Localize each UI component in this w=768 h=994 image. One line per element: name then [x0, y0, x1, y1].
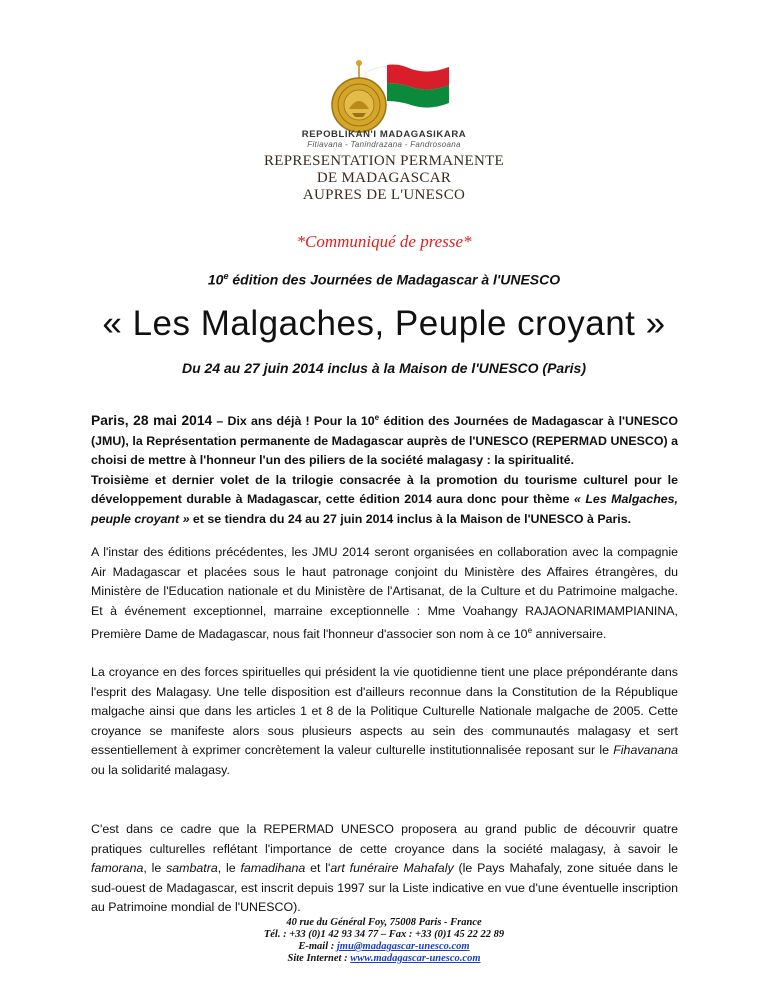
belief-text-1: La croyance en des forces spirituelles qui président la vie quotidienne tient une place prépondérante dans l'esprit des Malagasy. Une telle disposition est d'ailleurs reconnue dans la Constitution de la République malgache ainsi que dans les articles 1 et 8 de la Politique Culturelle Nationale malgache de 2005. Cette croyance se manifeste alors sous plusieurs aspects au sein des communautés malagasy et sert essentiellement à exprimer concrètement la valeur culturelle institutionnalisée reposant sur le — [91, 665, 678, 757]
footer-website — [0, 953, 768, 966]
footer-email — [0, 941, 768, 954]
practices-text-2: , le — [143, 861, 167, 875]
email-label: E-mail : — [298, 941, 337, 952]
footer-phone: Tél. : +33 (0)1 42 93 34 77 – Fax : +33 (0)1 45 22 22 89 — [263, 929, 505, 940]
event-dates: Du 24 au 27 juin 2014 inclus à la Maison de l'UNESCO (Paris) — [181, 360, 587, 376]
edition-number: 10 — [207, 271, 224, 288]
belief-text-2: ou la solidarité malagasy. — [91, 762, 230, 777]
dateline: Paris, 28 mai 2014 — [91, 413, 213, 429]
practices-text-1: C'est dans ce cadre que la REPERMAD UNESCO proposera au grand public de découvrir quatre pratiques culturelles reflétant l'importance de cette croyance dans la société malagasy, à savoir le — [91, 822, 678, 856]
practices-text-3: , le — [217, 861, 241, 875]
website-label: Site Internet : — [287, 953, 351, 964]
representation-line-2: DE MADAGASCAR — [316, 170, 452, 186]
intro-text-1: – Dix ans déjà ! Pour la 10 — [212, 414, 375, 429]
email-link[interactable]: jmu@madagascar-unesco.com — [336, 941, 470, 952]
paragraph-partners — [91, 543, 678, 645]
representation-line-3: AUPRES DE L'UNESCO — [302, 187, 466, 203]
practice-art-funeraire: art funéraire Mahafaly — [330, 861, 454, 875]
footer-address: 40 rue du Général Foy, 75008 Paris - France — [286, 917, 482, 928]
partners-text-2: anniversaire. — [532, 627, 607, 642]
practices-text-5: (le Pays Mahafaly, zone située dans le sud-ouest de Madagascar, est inscrit depuis 1997 sur la Liste indicative en vue d'une éventuelle inscription au Patrimoine mondial de l'UNESCO). — [91, 861, 678, 914]
madagascar-emblem-logo — [325, 55, 455, 135]
practice-famorana: famorana — [91, 861, 144, 875]
edition-subtitle — [0, 271, 768, 288]
practices-text-4: et l' — [305, 861, 331, 875]
page-title: « Les Malgaches, Peuple croyant » — [102, 304, 666, 343]
intro-text-2: édition des Journées de Madagascar à l'UNESCO (JMU), la Représentation permanente de Madagascar auprès de l'UNESCO (REPERMAD UNESCO) a choisi de mettre à l'honneur l'un des piliers de la société malagasy : la spiritualité. — [91, 414, 678, 468]
intro-text-4: et se tiendra du 24 au 27 juin 2014 inclus à la Maison de l'UNESCO à Paris. — [189, 511, 632, 526]
intro-theme: « Les Malgaches, peuple croyant » — [91, 492, 678, 526]
paragraph-practices — [91, 820, 678, 918]
org-motto: Fitiavana - Tanindrazana - Fandrosoana — [307, 140, 461, 149]
paragraph-belief — [91, 663, 678, 780]
org-name: REPOBLIKAN'I MADAGASIKARA — [301, 129, 467, 140]
partners-text-1: A l'instar des éditions précédentes, les JMU 2014 seront organisées en collaboration avec la compagnie Air Madagascar et placées sous le haut patronage conjoint du Ministère des Affaires étrangères, du Ministère de l'Education nationale et du Ministère de l'Artisanat, de la Culture et du Patrimoine malgache. Et à événement exceptionnel, marraine exceptionnelle : Mme Voahangy RAJAONARIMAMPIANINA, Première Dame de Madagascar, nous fait l'honneur d'associer son nom à ce 10 — [91, 545, 678, 642]
representation-line-1: REPRESENTATION PERMANENTE — [263, 153, 505, 169]
edition-superscript: e — [223, 271, 229, 281]
edition-text: édition des Journées de Madagascar à l'UNESCO — [228, 271, 561, 288]
practice-famadihana: famadihana — [240, 861, 306, 875]
paragraph-intro — [91, 408, 678, 529]
website-link[interactable]: www.madagascar-unesco.com — [350, 953, 481, 964]
partners-superscript: e — [527, 626, 533, 635]
intro-superscript: e — [374, 413, 380, 422]
practice-sambatra: sambatra — [166, 861, 218, 875]
belief-term: Fihavanana — [613, 743, 678, 757]
intro-text-3: Troisième et dernier volet de la trilogie consacrée à la promotion du tourisme culturel pour le développement durable à Madagascar, cette édition 2014 aura donc pour thème — [91, 472, 678, 507]
press-release-label: *Communiqué de presse* — [296, 232, 472, 251]
